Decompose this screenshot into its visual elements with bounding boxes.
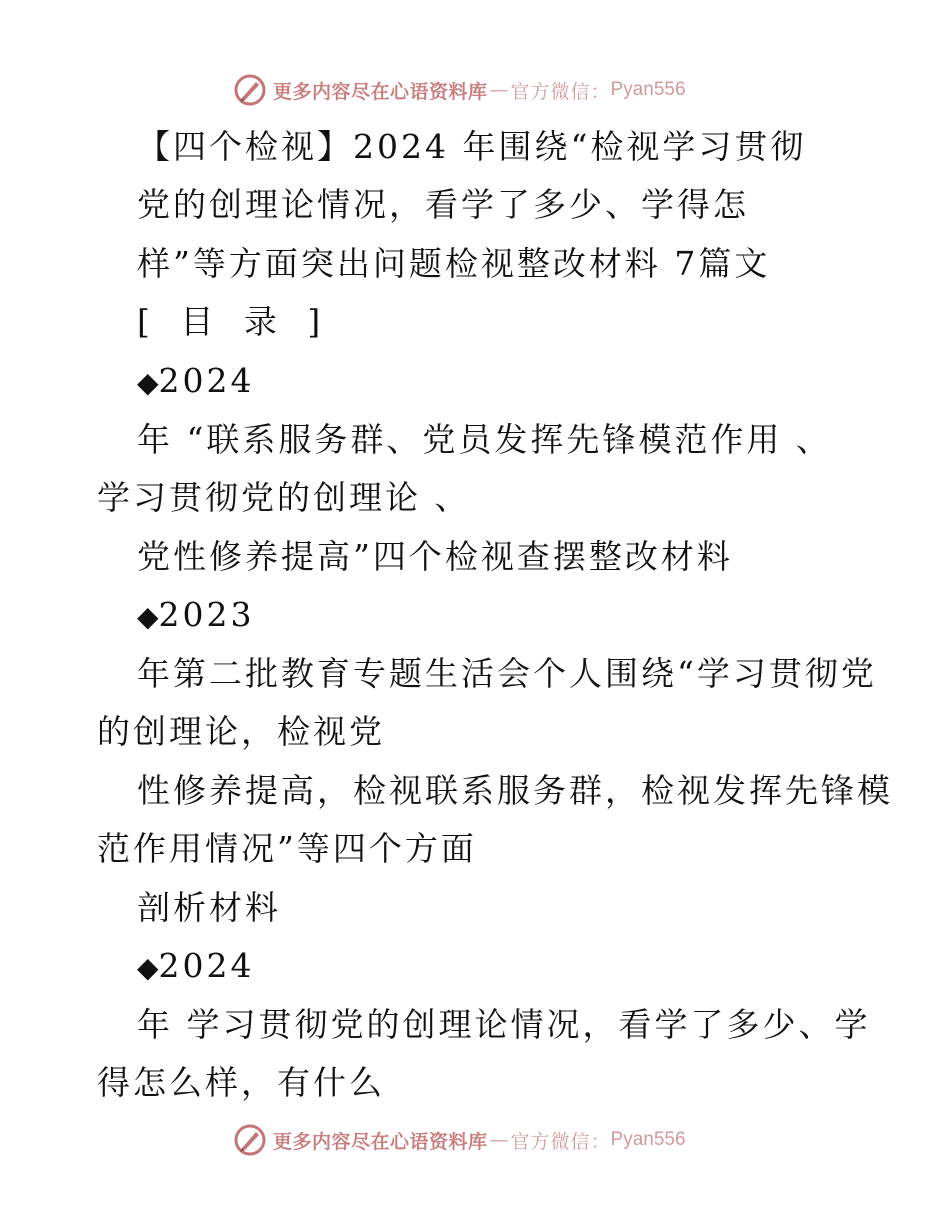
watermark-main-text: 更多内容尽在心语资料库 <box>273 80 488 103</box>
toc-item-2-line-1: 年第二批教育专题生活会个人围绕“学习贯彻党 <box>137 654 877 693</box>
watermark-wechat-label: 官方微信： <box>510 80 611 103</box>
toc-heading: [ 目 录 ] <box>137 302 331 341</box>
title-line-1: 【四个检视】2024 年围绕“检视学习贯彻 <box>137 127 807 166</box>
watermark-footer <box>233 1122 686 1158</box>
toc-item-year: 2023 <box>158 595 255 634</box>
watermark-wechat-id: Pyan556 <box>610 79 686 100</box>
toc-item-2-year <box>137 595 255 637</box>
diamond-bullet-icon: ◆ <box>137 951 159 984</box>
diamond-bullet-icon: ◆ <box>137 366 159 399</box>
toc-item-3-line-2: 得怎么样，有什么 <box>97 1063 385 1102</box>
watermark-separator: — <box>489 1129 509 1151</box>
toc-item-2-line-5: 剖析材料 <box>137 888 281 927</box>
toc-item-3-year <box>137 946 255 988</box>
diamond-bullet-icon: ◆ <box>137 600 159 633</box>
pen-logo-icon <box>233 73 267 107</box>
toc-item-2-line-4: 范作用情况”等四个方面 <box>97 829 477 868</box>
title-line-3: 样”等方面突出问题检视整改材料 7篇文 <box>137 244 771 283</box>
toc-item-2-line-2: 的创理论，检视党 <box>97 712 385 751</box>
watermark-separator: — <box>489 79 509 101</box>
watermark-main-text: 更多内容尽在心语资料库 <box>273 1130 488 1153</box>
toc-item-2-line-3: 性修养提高，检视联系服务群，检视发挥先锋模 <box>137 771 893 810</box>
watermark-wechat-label: 官方微信： <box>510 1130 611 1153</box>
watermark-wechat-id: Pyan556 <box>610 1129 686 1150</box>
toc-item-1-year <box>137 361 255 403</box>
toc-item-year: 2024 <box>158 946 255 985</box>
toc-item-3-line-1: 年 学习贯彻党的创理论情况，看学了多少、学 <box>137 1005 871 1044</box>
toc-item-1-line-2: 学习贯彻党的创理论 、 <box>97 478 471 517</box>
toc-item-year: 2024 <box>158 361 255 400</box>
toc-item-1-line-3: 党性修养提高”四个检视查摆整改材料 <box>137 537 733 576</box>
title-line-2: 党的创理论情况，看学了多少、学得怎 <box>137 185 749 224</box>
pen-logo-icon <box>233 1123 267 1157</box>
watermark-header <box>233 72 686 108</box>
toc-item-1-line-1: 年 “联系服务群、党员发挥先锋模范作用 、 <box>137 420 832 459</box>
